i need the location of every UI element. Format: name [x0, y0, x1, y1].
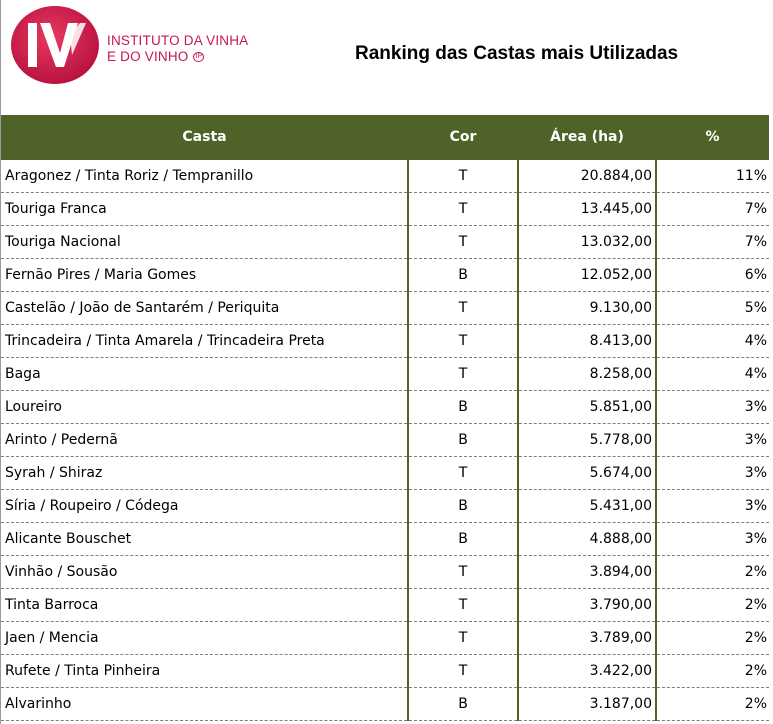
table-row	[1, 688, 769, 721]
cell-pct: 4%	[656, 358, 769, 391]
cell-area: 3.789,00	[518, 622, 656, 655]
table-row	[1, 193, 769, 226]
cell-casta: Jaen / Mencia	[1, 622, 408, 655]
cell-area: 3.790,00	[518, 589, 656, 622]
cell-casta: Alvarinho	[1, 688, 408, 721]
cell-casta: Vinhão / Sousão	[1, 556, 408, 589]
cell-area: 13.445,00	[518, 193, 656, 226]
table-row	[1, 622, 769, 655]
cell-cor: T	[408, 556, 518, 589]
cell-pct: 5%	[656, 292, 769, 325]
cell-casta: Castelão / João de Santarém / Periquita	[1, 292, 408, 325]
cell-pct: 7%	[656, 226, 769, 259]
cell-area: 20.884,00	[518, 159, 656, 193]
cell-cor: T	[408, 589, 518, 622]
cell-area: 9.130,00	[518, 292, 656, 325]
cell-casta: Trincadeira / Tinta Amarela / Trincadeira Preta	[1, 325, 408, 358]
cell-area: 5.674,00	[518, 457, 656, 490]
cell-cor: T	[408, 292, 518, 325]
cell-area: 3.422,00	[518, 655, 656, 688]
table-row	[1, 292, 769, 325]
cell-pct: 3%	[656, 424, 769, 457]
cell-cor: T	[408, 358, 518, 391]
cell-casta: Loureiro	[1, 391, 408, 424]
cell-cor: B	[408, 424, 518, 457]
cell-cor: T	[408, 622, 518, 655]
ivv-logo-mark-icon	[10, 5, 100, 85]
cell-pct: 3%	[656, 457, 769, 490]
cell-casta: Aragonez / Tinta Roriz / Tempranillo	[1, 159, 408, 193]
column-header-cor: Cor	[408, 115, 518, 159]
column-header-pct: %	[656, 115, 769, 159]
logo-wordmark	[107, 33, 248, 65]
table-row	[1, 556, 769, 589]
table-row	[1, 655, 769, 688]
cell-pct: 2%	[656, 688, 769, 721]
cell-cor: T	[408, 226, 518, 259]
cell-casta: Arinto / Pedernã	[1, 424, 408, 457]
castas-ranking-table	[1, 115, 769, 721]
cell-area: 12.052,00	[518, 259, 656, 292]
cell-casta: Tinta Barroca	[1, 589, 408, 622]
cell-casta: Síria / Roupeiro / Códega	[1, 490, 408, 523]
cell-cor: T	[408, 655, 518, 688]
cell-cor: B	[408, 259, 518, 292]
cell-pct: 11%	[656, 159, 769, 193]
cell-cor: B	[408, 391, 518, 424]
cell-cor: T	[408, 159, 518, 193]
cell-pct: 2%	[656, 655, 769, 688]
cell-pct: 3%	[656, 490, 769, 523]
logo-line-1: INSTITUTO DA VINHA	[107, 33, 249, 48]
table-row	[1, 589, 769, 622]
cell-pct: 2%	[656, 556, 769, 589]
table-body	[1, 159, 769, 721]
table-row	[1, 523, 769, 556]
table-row	[1, 159, 769, 193]
ivv-logo	[10, 5, 265, 85]
table-row	[1, 325, 769, 358]
page-title: Ranking das Castas mais Utilizadas	[355, 43, 679, 64]
cell-area: 5.431,00	[518, 490, 656, 523]
cell-pct: 6%	[656, 259, 769, 292]
table-row	[1, 424, 769, 457]
column-header-casta: Casta	[1, 115, 408, 159]
column-header-area: Área (ha)	[518, 115, 656, 159]
cell-cor: T	[408, 457, 518, 490]
cell-casta: Baga	[1, 358, 408, 391]
cell-cor: B	[408, 688, 518, 721]
table-row	[1, 226, 769, 259]
cell-pct: 7%	[656, 193, 769, 226]
cell-pct: 3%	[656, 391, 769, 424]
cell-area: 5.778,00	[518, 424, 656, 457]
table-row	[1, 259, 769, 292]
cell-area: 13.032,00	[518, 226, 656, 259]
cell-casta: Alicante Bouschet	[1, 523, 408, 556]
cell-area: 3.894,00	[518, 556, 656, 589]
cell-cor: T	[408, 193, 518, 226]
logo-line-2: E DO VINHO IP	[107, 49, 203, 64]
cell-pct: 2%	[656, 589, 769, 622]
cell-casta: Fernão Pires / Maria Gomes	[1, 259, 408, 292]
table-row	[1, 391, 769, 424]
cell-area: 5.851,00	[518, 391, 656, 424]
cell-area: 8.413,00	[518, 325, 656, 358]
cell-casta: Touriga Franca	[1, 193, 408, 226]
cell-area: 4.888,00	[518, 523, 656, 556]
table-row	[1, 457, 769, 490]
cell-area: 8.258,00	[518, 358, 656, 391]
cell-cor: B	[408, 490, 518, 523]
cell-area: 3.187,00	[518, 688, 656, 721]
table-header-row	[1, 115, 769, 159]
table-row	[1, 490, 769, 523]
cell-casta: Touriga Nacional	[1, 226, 408, 259]
logo-ip-badge: IP	[195, 53, 203, 61]
cell-pct: 2%	[656, 622, 769, 655]
cell-cor: B	[408, 523, 518, 556]
cell-pct: 3%	[656, 523, 769, 556]
cell-casta: Syrah / Shiraz	[1, 457, 408, 490]
cell-cor: T	[408, 325, 518, 358]
cell-casta: Rufete / Tinta Pinheira	[1, 655, 408, 688]
table-row	[1, 358, 769, 391]
cell-pct: 4%	[656, 325, 769, 358]
